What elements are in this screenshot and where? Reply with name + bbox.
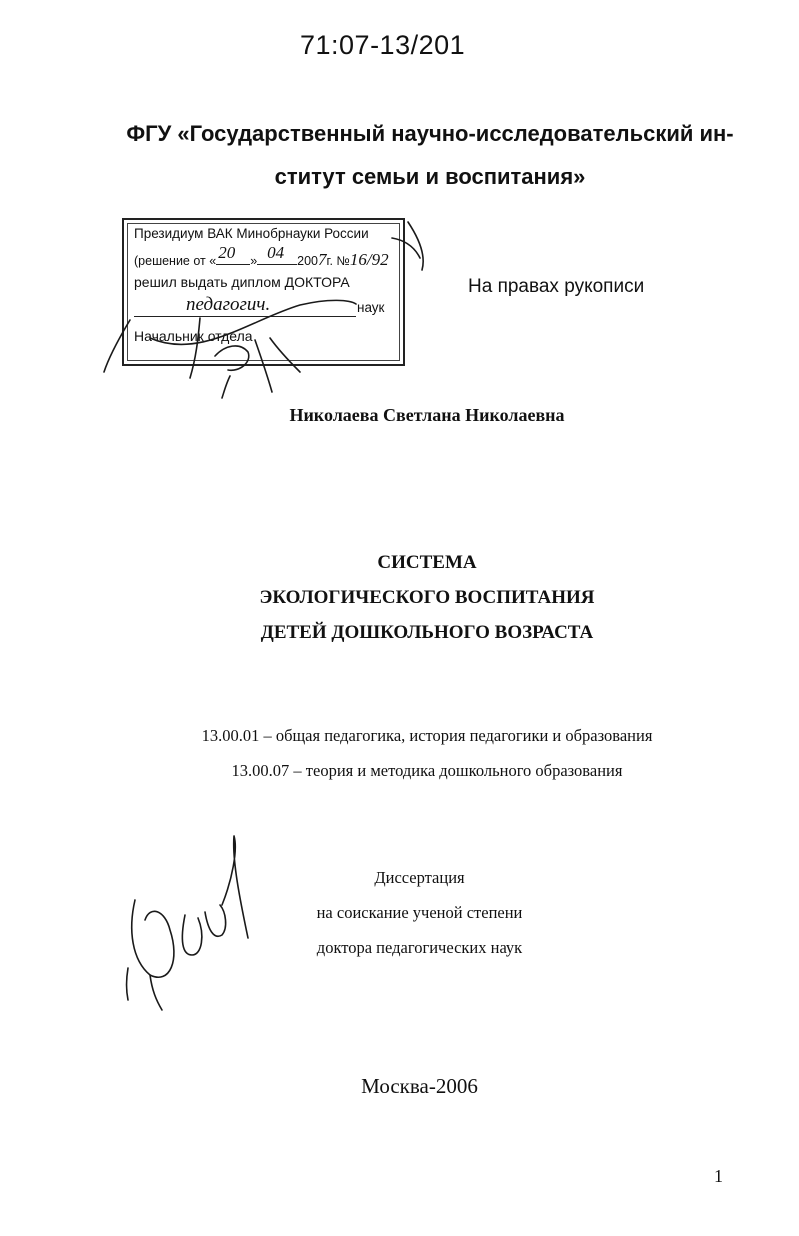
stamp-science-handwritten: педагогич. (186, 294, 271, 315)
stamp-line-decision: (решение от « 20 » 04 2007г. №16/92 (134, 243, 389, 269)
stamp-line-decided: решил выдать диплом ДОКТОРА (134, 274, 350, 290)
specialty-line-2: 13.00.07 – теория и методика дошкольного образования (231, 761, 623, 780)
stamp-decision-prefix: (решение от « (134, 254, 217, 268)
stamp-line-head: Начальник отдела (134, 328, 253, 344)
stamp-year-prefix: 200 (297, 254, 318, 268)
degree-line-1: Диссертация (374, 868, 465, 887)
author-name: Николаева Светлана Николаевна (289, 405, 565, 425)
stamp-signature-stroke (222, 376, 230, 398)
stamp-month-handwritten: 04 (267, 243, 285, 262)
specialty-line-1: 13.00.01 – общая педагогика, история педагогики и образования (201, 726, 653, 745)
stamp-line-presidium: Президиум ВАК Минобрнауки России (134, 226, 369, 241)
institution-name (110, 112, 750, 198)
stamp-year-handwritten: 7 (318, 250, 327, 269)
stamp-science-field-line (134, 316, 356, 317)
vak-stamp (122, 218, 405, 366)
title-line-1: СИСТЕМА (377, 552, 477, 573)
stamp-day-field (216, 243, 250, 265)
degree-line-2: на соискание ученой степени (316, 903, 523, 922)
title-line-3: ДЕТЕЙ ДОШКОЛЬНОГО ВОЗРАСТА (260, 622, 594, 643)
page-number: 1 (714, 1166, 723, 1186)
degree-statement (0, 860, 799, 965)
author-signature (150, 975, 162, 1010)
stamp-number-label: г. № (326, 254, 350, 268)
catalog-number: 71:07-13/201 (300, 30, 466, 60)
dissertation-title (0, 545, 799, 650)
stamp-science-suffix: наук (357, 300, 385, 315)
stamp-day-handwritten: 20 (218, 243, 236, 262)
author-signature (127, 968, 129, 1000)
institution-line-1: ФГУ «Государственный научно-исследовательский ин- (126, 121, 734, 146)
stamp-month-field (257, 243, 297, 265)
stamp-signature-stroke (408, 222, 423, 270)
title-line-2: ЭКОЛОГИЧЕСКОГО ВОСПИТАНИЯ (259, 587, 595, 608)
institution-line-2: ститут семьи и воспитания» (274, 164, 586, 189)
manuscript-rights-note: На правах рукописи (468, 276, 645, 297)
place-and-year: Москва-2006 (361, 1074, 478, 1098)
stamp-number-handwritten: 16/92 (349, 250, 389, 269)
degree-line-3: доктора педагогических наук (316, 938, 523, 957)
